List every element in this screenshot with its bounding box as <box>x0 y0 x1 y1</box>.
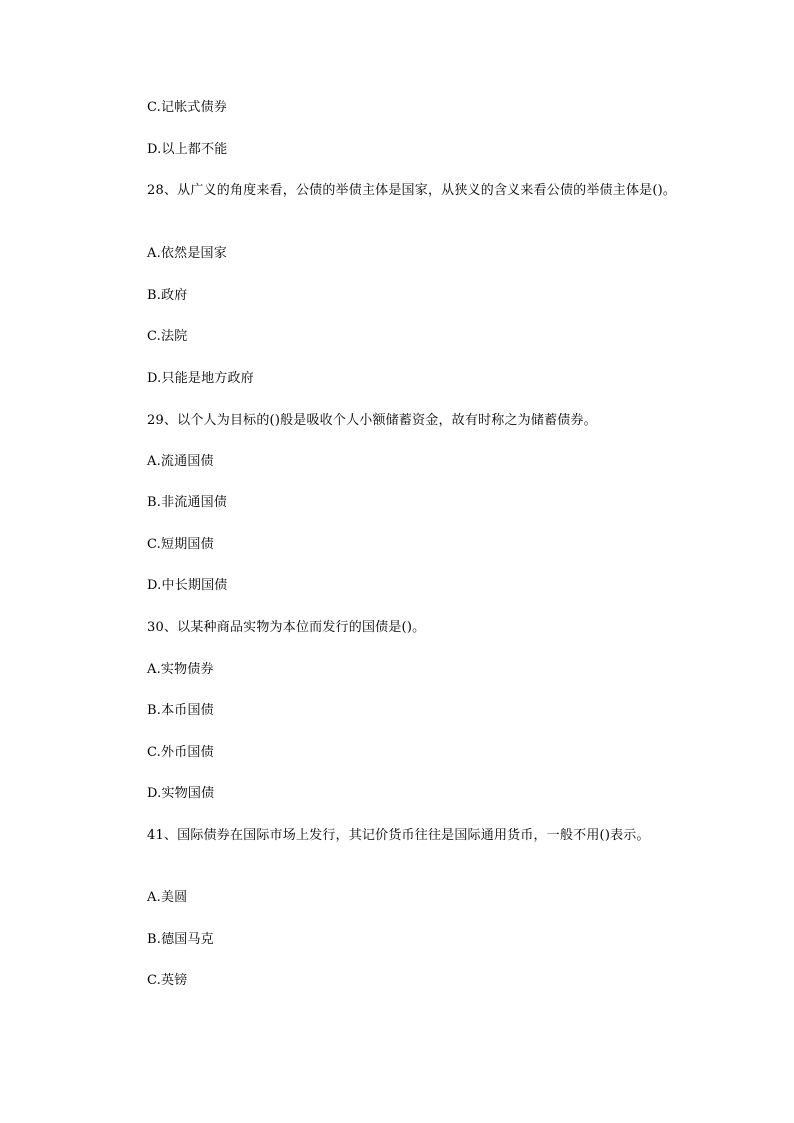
option-a: A.实物债券 <box>147 662 214 677</box>
option-b: B.政府 <box>147 288 188 303</box>
question-29: 29、以个人为目标的()般是吸收个人小额储蓄资金，故有时称之为储蓄债券。 <box>147 413 597 428</box>
option-b: B.德国马克 <box>147 932 214 947</box>
question-28: 28、从广义的角度来看，公债的举债主体是国家，从狭义的含义来看公债的举债主体是()。 <box>147 183 677 198</box>
option-c: C.法院 <box>147 329 188 344</box>
question-30: 30、以某种商品实物为本位而发行的国债是()。 <box>147 620 426 635</box>
option-d: D.中长期国债 <box>147 578 228 593</box>
option-a: A.流通国债 <box>147 454 214 469</box>
option-d: D.以上都不能 <box>147 142 228 157</box>
option-c: C.英镑 <box>147 973 188 988</box>
option-c: C.记帐式债券 <box>147 100 228 115</box>
option-c: C.短期国债 <box>147 537 214 552</box>
option-a: A.依然是国家 <box>147 246 227 261</box>
option-a: A.美圆 <box>147 890 188 905</box>
option-d: D.实物国债 <box>147 786 215 801</box>
option-d: D.只能是地方政府 <box>147 371 254 386</box>
option-b: B.本币国债 <box>147 703 214 718</box>
question-41: 41、国际债券在国际市场上发行，其记价货币往往是国际通用货币，一般不用()表示。 <box>147 828 650 843</box>
option-b: B.非流通国债 <box>147 495 228 510</box>
option-c: C.外币国债 <box>147 745 214 760</box>
